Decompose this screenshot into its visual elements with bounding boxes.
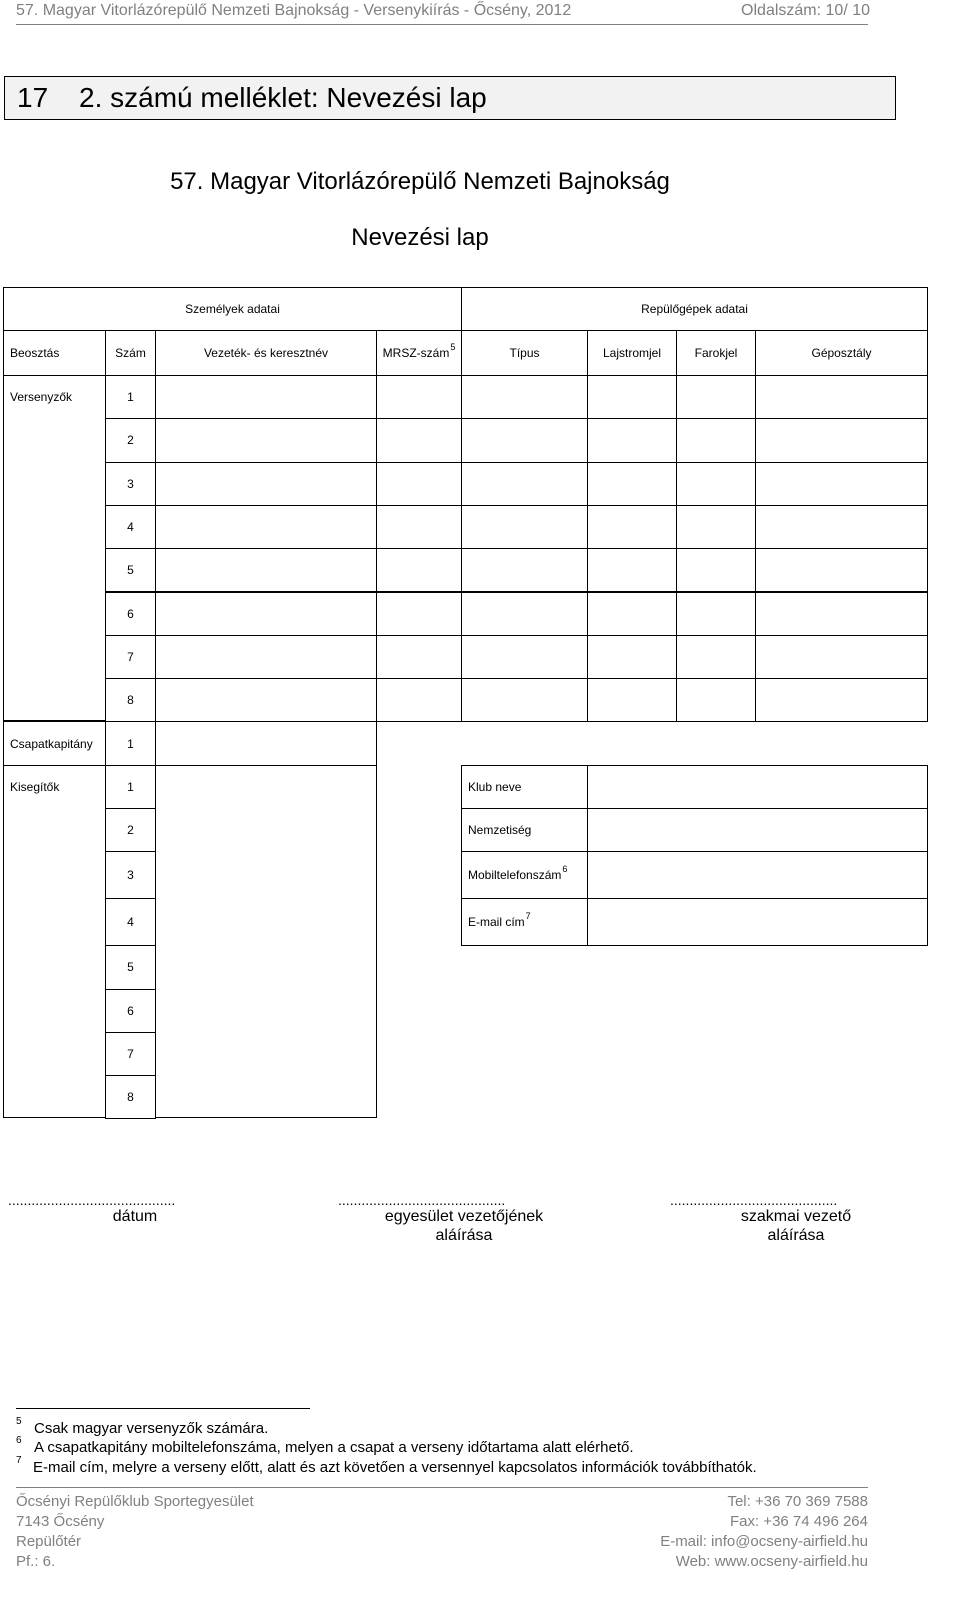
footer-rule [16, 1487, 868, 1488]
col-role-header [3, 330, 106, 376]
pilot-number-text: 1 [127, 390, 134, 405]
pilot-number-text: 5 [127, 563, 134, 578]
role-pilots-text: Versenyzők [10, 390, 73, 404]
footer-fax: Fax: +36 74 496 264 [729, 1513, 868, 1530]
club-name-label-text: Klub neve [468, 779, 522, 794]
nationality-label-text: Nemzetiség [468, 823, 532, 838]
col-number-header-text: Szám [115, 346, 146, 360]
helper-names-block [155, 765, 377, 1119]
pilot-number-text: 7 [127, 649, 134, 664]
page-number: Oldalszám: 10/ 10 [741, 2, 870, 19]
pilot-number [105, 505, 156, 549]
role-helpers-text: Kisegítők [10, 779, 60, 794]
footnote-6-marker: 6 [16, 1435, 22, 1446]
captain-number-text: 1 [127, 736, 134, 751]
pilot-entry-cell [676, 548, 756, 592]
helper-number-text: 7 [127, 1047, 134, 1062]
footer-zip: 7143 Őcsény [16, 1513, 105, 1530]
helper-number-text: 1 [127, 779, 134, 794]
pilot-number [105, 678, 156, 722]
footer-address [16, 1492, 254, 1572]
pilot-entry-cell [755, 505, 928, 549]
pro-leader-label-line2: aláírása [767, 1227, 825, 1244]
footer-contact [660, 1492, 868, 1572]
footer-web: Web: www.ocseny-airfield.hu [675, 1553, 868, 1570]
footnote-5-marker: 5 [16, 1416, 22, 1427]
pilot-number-text: 4 [127, 520, 134, 535]
section-title: 2. számú melléklet: Nevezési lap [79, 82, 487, 113]
email-label-footnote-marker: 7 [525, 911, 531, 922]
pilot-entry-cell [155, 635, 377, 679]
pilot-number [105, 418, 156, 462]
pilot-entry-cell [587, 505, 677, 549]
pilot-entry-cell [676, 635, 756, 679]
helper-number [105, 851, 156, 899]
mobile-label-footnote-marker: 6 [562, 864, 568, 875]
helper-number-text: 5 [127, 960, 134, 975]
helper-number [105, 898, 156, 946]
pilot-entry-cell [587, 418, 677, 462]
col-registration-header-text: Lajstromjel [602, 346, 662, 360]
persons-group-header [3, 287, 462, 331]
section-number: 17 [17, 82, 49, 113]
email-label [461, 898, 588, 946]
pilot-entry-cell [461, 418, 588, 462]
date-label: dátum [112, 1208, 158, 1225]
col-type-header-text: Típus [509, 346, 540, 360]
pilot-entry-cell [676, 462, 756, 506]
col-class-header-text: Géposztály [811, 346, 872, 360]
pilot-entry-cell [755, 418, 928, 462]
pilot-entry-cell [461, 635, 588, 679]
planes-group-header-text: Repülőgépek adatai [641, 302, 748, 316]
footnote-rule [16, 1408, 310, 1409]
pilot-entry-cell [376, 678, 462, 722]
footer-tel: Tel: +36 70 369 7588 [727, 1493, 868, 1510]
pilot-entry-cell [755, 592, 928, 636]
role-helpers [3, 765, 106, 1119]
footnote-5 [16, 1416, 269, 1437]
footnote-7-text: E-mail cím, melyre a verseny előtt, alatt és azt követően a versennyel kapcsolatos információk továbbíthatók. [33, 1459, 757, 1476]
pilot-entry-cell [376, 418, 462, 462]
pilot-number [105, 548, 156, 592]
pilot-entry-cell [461, 505, 588, 549]
pilot-entry-cell [755, 462, 928, 506]
helper-number-text: 8 [127, 1090, 134, 1105]
pilot-entry-cell [587, 375, 677, 419]
nationality-label [461, 808, 588, 852]
pilot-entry-cell [676, 678, 756, 722]
pilot-entry-cell [155, 548, 377, 592]
footnote-6 [16, 1435, 634, 1456]
pro-leader-label-line1: szakmai vezető [740, 1208, 852, 1225]
persons-group-header-text: Személyek adatai [185, 302, 280, 316]
col-type-header [461, 330, 588, 376]
section-heading [4, 76, 896, 120]
pilot-entry-cell [676, 375, 756, 419]
document-subtitle: Nevezési lap [351, 224, 489, 251]
helper-number [105, 765, 156, 809]
helper-number [105, 989, 156, 1033]
header-rule [16, 24, 868, 25]
helper-number-text: 2 [127, 823, 134, 838]
role-captain [3, 721, 106, 765]
document-title: 57. Magyar Vitorlázórepülő Nemzeti Bajnokság [170, 168, 670, 195]
footer-email: E-mail: info@ocseny-airfield.hu [660, 1533, 868, 1550]
pilot-number-text: 6 [127, 606, 134, 621]
col-class-header [755, 330, 928, 376]
footnote-6-text: A csapatkapitány mobiltelefonszáma, melyen a csapat a verseny időtartama alatt elérhető. [34, 1439, 634, 1456]
pilot-entry-cell [376, 592, 462, 636]
pilot-number [105, 375, 156, 419]
mobile-label-text: Mobiltelefonszám [468, 868, 562, 883]
helper-number-text: 6 [127, 1003, 134, 1018]
email-value-cell [587, 898, 928, 946]
pilot-entry-cell [461, 678, 588, 722]
pilot-entry-cell [461, 548, 588, 592]
col-mrsz-header-text: MRSZ-szám [382, 346, 450, 360]
col-tail-header-text: Farokjel [694, 346, 738, 360]
col-mrsz-header-footnote-marker: 5 [450, 342, 456, 352]
planes-group-header [461, 287, 928, 331]
col-number-header [105, 330, 156, 376]
pilot-number-text: 3 [127, 476, 134, 491]
running-header-title: 57. Magyar Vitorlázórepülő Nemzeti Bajnokság - Versenykiírás - Őcsény, 2012 [16, 2, 572, 19]
pro-signature-dots: ........................................... [670, 1192, 838, 1208]
pilot-number-text: 8 [127, 693, 134, 708]
pilot-number [105, 592, 156, 636]
helper-number-text: 3 [127, 868, 134, 883]
club-name-label [461, 765, 588, 809]
email-label-text: E-mail cím [468, 915, 525, 930]
pilot-entry-cell [676, 505, 756, 549]
footnote-7 [16, 1455, 757, 1476]
pilot-number [105, 462, 156, 506]
pilot-entry-cell [376, 505, 462, 549]
col-registration-header [587, 330, 677, 376]
footnote-5-text: Csak magyar versenyzők számára. [34, 1420, 269, 1437]
pilot-entry-cell [755, 548, 928, 592]
role-pilots [3, 375, 106, 721]
club-leader-label-line2: aláírása [435, 1227, 493, 1244]
helper-number [105, 945, 156, 989]
pilot-entry-cell [155, 375, 377, 419]
col-role-header-text: Beosztás [10, 346, 60, 360]
col-tail-header [676, 330, 756, 376]
pilot-entry-cell [376, 548, 462, 592]
col-name-header-text: Vezeték- és keresztnév [203, 346, 329, 360]
pilot-entry-cell [461, 592, 588, 636]
pilot-number [105, 635, 156, 679]
date-dots: ........................................... [8, 1192, 176, 1208]
footnote-7-marker: 7 [16, 1455, 22, 1466]
pilot-entry-cell [155, 678, 377, 722]
captain-name-cell [155, 721, 377, 765]
nationality-value-cell [587, 808, 928, 852]
pilot-entry-cell [587, 548, 677, 592]
pilot-entry-cell [376, 375, 462, 419]
pilot-entry-cell [587, 635, 677, 679]
footer-org: Őcsényi Repülőklub Sportegyesület [16, 1493, 254, 1510]
pilot-entry-cell [155, 592, 377, 636]
footer-place: Repülőtér [16, 1533, 82, 1550]
helper-number [105, 1075, 156, 1119]
club-name-value-cell [587, 765, 928, 809]
club-leader-label-line1: egyesület vezetőjének [384, 1208, 544, 1225]
footer-pobox: Pf.: 6. [16, 1553, 56, 1570]
mobile-value-cell [587, 851, 928, 899]
col-mrsz-header [376, 330, 462, 376]
pilot-entry-cell [676, 592, 756, 636]
pilot-entry-cell [376, 462, 462, 506]
pilot-entry-cell [155, 418, 377, 462]
pilot-entry-cell [461, 462, 588, 506]
pilot-entry-cell [587, 462, 677, 506]
pilot-entry-cell [587, 592, 677, 636]
pilot-number-text: 2 [127, 433, 134, 448]
role-captain-text: Csapatkapitány [10, 736, 93, 751]
pilot-entry-cell [676, 418, 756, 462]
pilot-entry-cell [755, 375, 928, 419]
pilot-entry-cell [755, 635, 928, 679]
club-signature-dots: ........................................... [338, 1192, 506, 1208]
pilot-entry-cell [461, 375, 588, 419]
captain-number [105, 721, 156, 765]
pilot-entry-cell [755, 678, 928, 722]
mobile-label [461, 851, 588, 899]
helper-number [105, 808, 156, 852]
helper-number [105, 1032, 156, 1076]
col-name-header [155, 330, 377, 376]
pilot-entry-cell [587, 678, 677, 722]
helper-number-text: 4 [127, 915, 134, 930]
pilot-entry-cell [155, 505, 377, 549]
pilot-entry-cell [376, 635, 462, 679]
pilot-entry-cell [155, 462, 377, 506]
